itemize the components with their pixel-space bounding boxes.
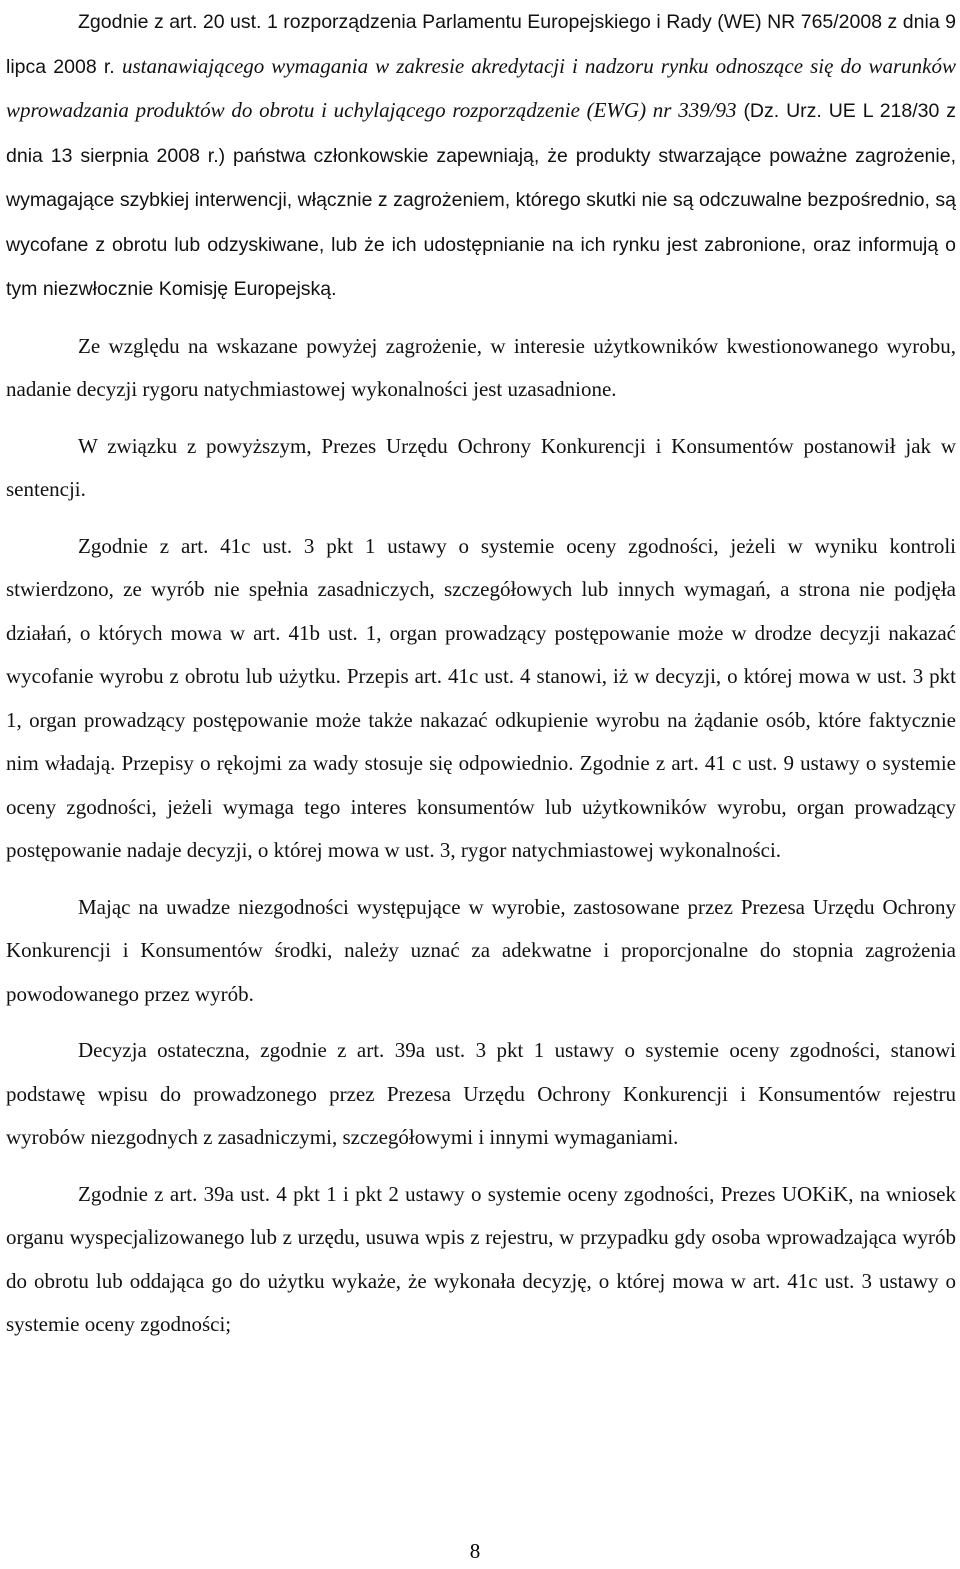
regulation-intro-text: Zgodnie z art. 20 ust. 1 rozporządzenia Parlamentu Europejskiego i Rady (WE) NR 765/2008 z dnia 9 lipca 2008 r. <box>6 11 956 78</box>
regulation-title-text: ustanawiającego wymagania w zakresie akredytacji i nadzoru rynku odnoszące się do warunków wprowadzania produktów do obrotu i uchylającego rozporządzenie (EWG) nr 339/93 <box>6 53 957 122</box>
paragraph-register-removal: Zgodnie z art. 39a ust. 4 pkt 1 i pkt 2 ustawy o systemie oceny zgodności, Prezes UOKiK, na wniosek organu wyspecjalizowanego lub z urzędu, usuwa wpis z rejestru, w przypadku gdy osoba wprowadzająca wyrób do obrotu lub oddająca go do użytku wykaże, że wykonała decyzję, o której mowa w art. 41c ust. 3 ustawy o systemie oceny zgodności; <box>6 1181 956 1336</box>
paragraph-measures-adequacy: Mając na uwadze niezgodności występujące w wyrobie, zastosowane przez Prezesa Urzędu Ochrony Konkurencji i Konsumentów środki, należy uznać za adekwatne i proporcjonalne do stopnia zagrożenia powodowanego przez wyrób. <box>6 894 956 1006</box>
regulation-reference-text: (Dz. Urz. UE L 218/30 z dnia 13 sierpnia 2008 r.) <box>6 100 956 167</box>
regulation-body-text: państwa członkowskie zapewniają, że produkty stwarzające poważne zagrożenie, wymagające szybkiej interwencji, włącznie z zagrożeniem, którego skutki nie są odczuwalne bezpośrednio, są wycofane z obrotu lub odzyskiwane, lub że ich udostępnianie na ich rynku jest zabronione, oraz informują o tym niezwłocznie Komisję Europejską. <box>6 144 956 300</box>
paragraph-art-41c: Zgodnie z art. 41c ust. 3 pkt 1 ustawy o systemie oceny zgodności, jeżeli w wyniku kontroli stwierdzono, ze wyrób nie spełnia zasadniczych, szczegółowych lub innych wymagań, a strona nie podjęła działań, o których mowa w art. 41b ust. 1, organ prowadzący postępowanie może w drodze decyzji nakazać wycofanie wyrobu z obrotu lub użytku. Przepis art. 41c ust. 4 stanowi, iż w decyzji, o której mowa w ust. 3 pkt 1, organ prowadzący postępowanie może także nakazać odkupienie wyrobu na żądanie osób, które faktycznie nim władają. Przepisy o rękojmi za wady stosuje się odpowiednio. Zgodnie z art. 41 c ust. 9 ustawy o systemie oceny zgodności, jeżeli wymaga tego interes konsumentów lub użytkowników wyrobu, organ prowadzący postępowanie nadaje decyzji, o której mowa w ust. 3, rygor natychmiastowej wykonalności. <box>6 533 956 862</box>
paragraph-immediate-enforceability: Ze względu na wskazane powyżej zagrożenie, w interesie użytkowników kwestionowanego wyrobu, nadanie decyzji rygoru natychmiastowej wykonalności jest uzasadnione. <box>6 333 956 401</box>
paragraph-decision-statement: W związku z powyższym, Prezes Urzędu Ochrony Konkurencji i Konsumentów postanowił jak w sentencji. <box>6 433 956 501</box>
document-page <box>6 0 956 1569</box>
paragraph-register-entry: Decyzja ostateczna, zgodnie z art. 39a ust. 3 pkt 1 ustawy o systemie oceny zgodności, stanowi podstawę wpisu do prowadzonego przez Prezesa Urzędu Ochrony Konkurencji i Konsumentów rejestru wyrobów niezgodnych z zasadniczymi, szczegółowymi i innymi wymaganiami. <box>6 1038 956 1149</box>
paragraph-eu-regulation <box>6 0 956 312</box>
page-number: 8 <box>469 1539 481 1563</box>
